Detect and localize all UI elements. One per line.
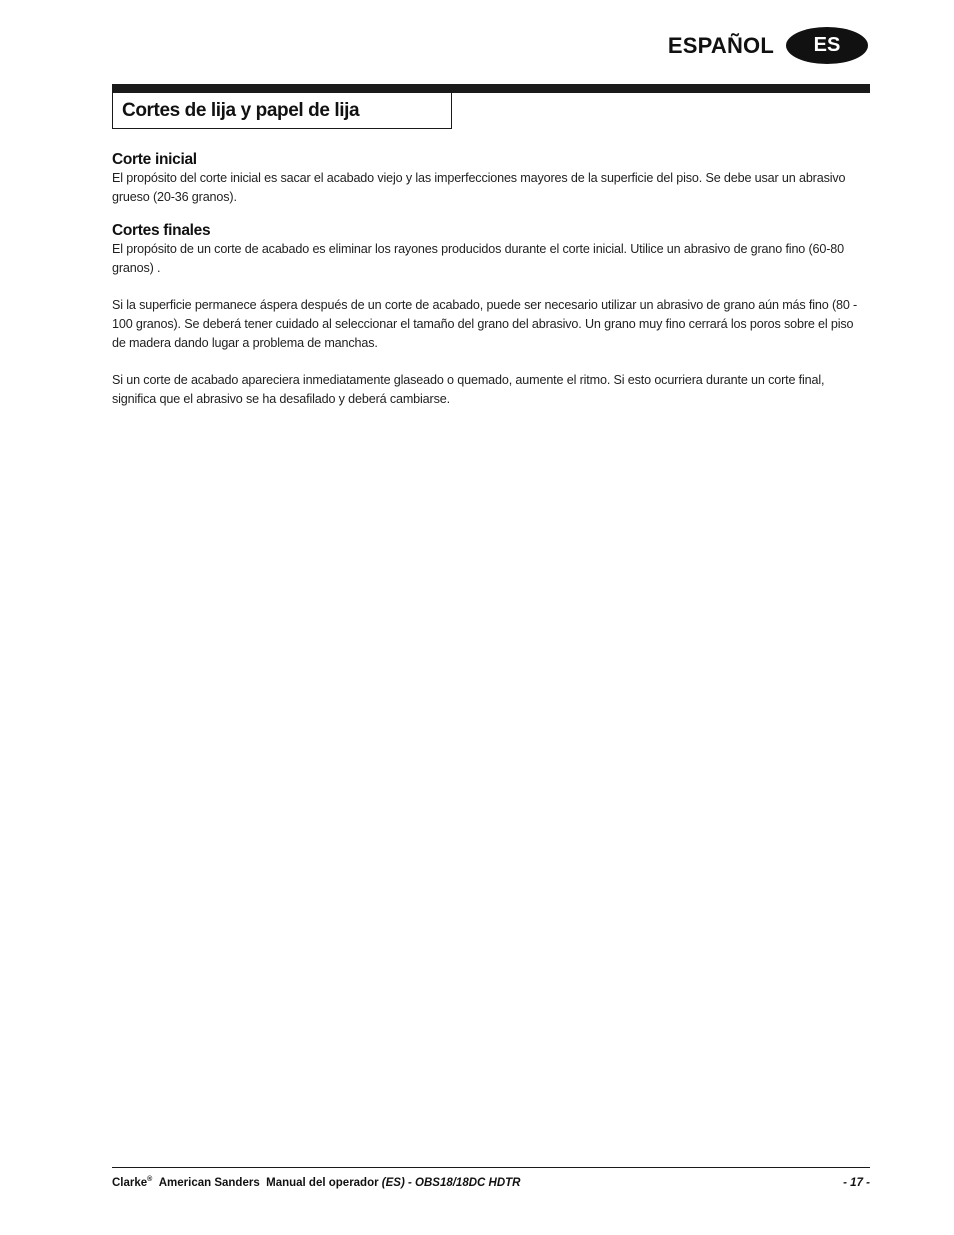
footer-model: - OBS18/18DC HDTR — [408, 1176, 521, 1189]
corte-inicial-heading: Corte inicial — [112, 151, 197, 168]
content-body — [112, 150, 870, 409]
corte-inicial-text: El propósito del corte inicial es sacar el acabado viejo y las imperfecciones mayores de la superficie del piso. Se debe usar un abrasivo grueso (20-36 granos). — [112, 171, 846, 204]
footer-page-number: - 17 - — [843, 1176, 870, 1189]
section-top-rule — [112, 84, 870, 93]
cortes-finales-paragraph-1: El propósito de un corte de acabado es eliminar los rayones producidos durante el corte inicial. Utilice un abrasivo de grano fino (60-80 granos) . — [112, 242, 845, 275]
footer-manual: Manual del operador — [266, 1176, 379, 1189]
language-header — [668, 27, 868, 64]
cortes-finales-paragraph-2: Si la superficie permanece áspera después de un corte de acabado, puede ser necesario utilizar un abrasivo de grano aún más fino (80 - 100 granos). Se deberá tener cuidado al seleccionar el tamaño del grano del abrasivo. Un grano muy fino cerrará los poros sobre el piso de madera dando lugar a problema de manchas. — [112, 298, 858, 350]
cortes-finales-paragraph-3: Si un corte de acabado apareciera inmediatamente glaseado o quemado, aumente el ritmo. Si esto ocurriera durante un corte final, significa que el abrasivo se ha desafilado y deberá cambiarse. — [112, 373, 825, 406]
language-label: ESPAÑOL — [667, 32, 774, 58]
footer-lang-code: (ES) — [381, 1176, 405, 1189]
footer-company: American Sanders — [158, 1176, 260, 1189]
cortes-finales-heading: Cortes finales — [112, 222, 211, 239]
footer-brand: Clarke — [112, 1176, 148, 1189]
language-badge: ES — [786, 27, 868, 64]
section-title-box — [112, 93, 452, 129]
page-footer — [112, 1176, 870, 1189]
footer-rule — [112, 1167, 870, 1168]
registered-mark: ® — [147, 1176, 153, 1183]
section-title: Cortes de lija y papel de lija — [122, 99, 360, 121]
footer-manual-info — [112, 1176, 520, 1189]
